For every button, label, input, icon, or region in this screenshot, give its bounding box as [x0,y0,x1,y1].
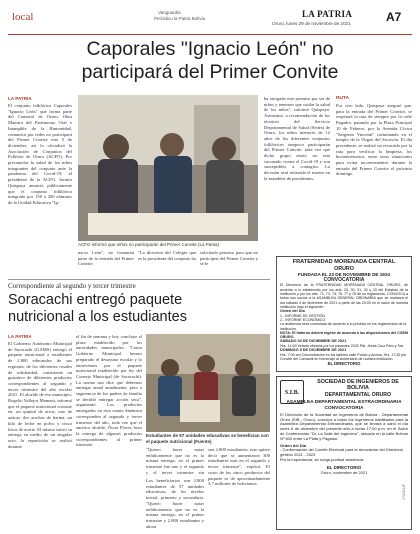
story2-source: LA PATRIA [8,334,32,339]
story2-column-1: El Gobierno Autónomo Municipal de Soracachi (GAMS) entregó el paquete nutricional a estudiantes de 2.800 educandos de sus regiones, de los diferentes rosales de solidaridad, consistente un gustativo de diferentes productos correspondientes al segundo y tercer trimestre del año escolar 2021. El alcalde de ese municipio, Rogelio Vallejos Mamani, informó que el paquete nutricional consiste en: un quintal de arroz, uno de azúcar, dos arrobas de harina, un kilo de leche en polvo y cinco litros de aceite. El mismo inició su entrega en medio de un singular acto, la repartición se realizó durante [8,341,72,449]
tagline: Vanguardia [158,10,181,15]
notice1-date-1: SÁBADO 04 DE DICIEMBRE DE 2021 [280,339,347,344]
side-code: 17215-NF [402,484,406,500]
story2-photo [146,334,270,432]
tagline-2: Periódico la Patria Bolivia [154,16,206,21]
story2-column-4: son 2.800 estudiantes, esto quiere decir que se aumentaron 300 estudiantes más en el segundo y tercer trimestre", explicó. El costo de los cinco productos del paquete es de aproximadamente 3,7 millones de bolivianos. [208,447,270,487]
masthead-rule [8,34,412,35]
notice2-order-2: Por la importancia, se ruega puntual asistencia. [280,456,365,462]
notice1-date-2-detail: Hrs. 7:00 am Concentración en los talleres calle Potosí y Aroma. Hrs. 17:30 pm Convite del Carnaval en homenaje al aniversario de nuestra institución [280,352,407,362]
notice-engineers [276,376,412,530]
story1-continuation-2: "La directora del Colegio que es la presidenta del conjunto ha [138,250,196,261]
story1-headline [8,38,412,84]
notice1-title-3: FUNDADA EL 23 DE NOVIEMBRE DE 1924 [298,271,390,277]
notice1-order-heading: Orden del Día [280,309,305,314]
story2-column-3b: Los beneficiarios son 2.800 estudiantes de 57 unidades educativas, de los niveles inicial, primario y secundaria. "Quiero hacer notar enfáticamente que no es la misma entrega, en el primer trimestre y 2.800 estudiantes y ahora [146,478,204,529]
notice-morenada [276,256,412,372]
notice1-body: El Directorio de la FRATERNIDAD MORENADA CENTRAL ORURO, de acuerdo a lo establecido por los arts. 25, 30, 31, 32 y 33 del Estatuto de la institución y por los arts. 71, 73, 75, 76, 77 y 78 de su reglamento, CONVOCA a todos sus socios a la ASAMBLEA GENERAL ORDINARIA que se realizará el día sábado 4 de diciembre de 2021 a partir de las 20:00 en el salón de nuestra institución bajo el siguiente: [280,283,408,309]
story1-headline-line1: Caporales "Ignacio León" no [86,38,334,60]
brand-logo: LA PATRIA [302,9,353,19]
story-divider [8,279,270,280]
story2-headline [8,292,270,326]
story1-route-heading: RUTA [336,96,349,101]
sib-logo-text: S.I.B. [284,390,300,396]
notice2-signature: EL DIRECTORIO [326,464,362,470]
story2-photo-art [146,334,270,432]
notice2-title-2: BOLIVIA [347,385,369,392]
story1-source: LA PATRIA [8,96,32,101]
story2-headline-line2: nutricional a los estudiantes [8,309,187,325]
story2-kicker: Correspondiente al segundo y tercer trimestre [8,282,136,290]
page-number: A7 [386,10,402,24]
notice2-title-4: ASAMBLEA DEPARTAMENTAL EXTRAORDINARIA [286,400,402,406]
story1-column-4: ha otorgado este permiso por ser de niños y tenemos que cuidar la salud de los niños", informó Quispaya. Asimismo, a recomendación de los técnicos del Servicio Departamental de Salud (Sedes) de Oruro, los niños menores de 12 años de los diferentes conjuntos folklóricos tampoco participarán del Primer Convite, toda vez que dicho grupo etario no está vacunado contra el Covid-19 y son susceptibles a contagios. La decisión será reiterada el martes en la asamblea de presidentes. [264,96,330,181]
notice1-body-2: La asistencia será controlada de acuerdo a lo previsto en los reglamentos de la institución. [280,322,407,331]
story1-column-1: El conjunto folklórico Caporales "Ignacio León" que forma parte del Carnaval de Oruro, Obra Maestra del Patrimonio Oral e Intangible de la Humanidad, comunicó por redes no participará del Primer Convite este 5 de diciembre, así lo oficializó la Asociación de Conjuntos del Folklore de Oruro (ACFO). Por precautelar la salud de los niños integrantes del conjunto ante la pandemia del Covid-19, el presidente de la ACFO, Jacinto Quispaya anunció públicamente que el conjunto folklórico integrado por 150 a 200 alumnos de la Unidad Educativa "Ig- [8,103,72,205]
story1-headline-line2: participará del Primer Convite [81,61,339,83]
story1-column-5: Por otro lado, Quispaya aseguró que, para la entrada del Primer Convite, se respetará la ruta de siempre por la calle Pagador, pasando por la Plaza Principal 10 de Febrero, por la Avenida Cívica "Sargento Vincenti" culminando en el templo de la Virgen del Socavón. El día precedente, se realizó un recorrido por la ruta para verificar la limpieza, los bocaterremotos, entre otras situaciones para evitar inconvenientes durante la entrada del Primer Convite el próximo domingo. [336,103,412,177]
notice1-date-2: DOMINGO 5 DE DICIEMBRE DE 2021 [280,348,347,353]
story1-photo [78,95,258,241]
issue-date: Oruro, lunes 29 de noviembre de 2021 [272,21,351,26]
masthead [8,7,412,33]
notice1-title-2: ORURO [334,265,354,272]
notice2-order-1: - Conformación del Comité Electoral para la renovación del Directorio gestión 2021 - 2023 [280,447,403,457]
sib-logo [280,380,304,404]
story2-column-3: "Quiero hacer notar enfáticamente que no es la misma entrega, en el primer trimestre fue uno y el segundo y el tercer trimestre sin [146,447,204,475]
notice1-signature: EL DIRECTORIO [327,361,361,367]
story1-photo-caption: ACFO informó que niños no participarán del Primer Convite (La Patria) [78,242,220,247]
notice1-date-1-detail: Hrs. 14:00 Velada ofrecida por los pasantes 2020 Pdt. Jesús Cruz Paro y Sra. [280,343,405,348]
notice1-note: NOTA: El fraterno deberá regirse de acuerdo a las disposiciones del COEM ORURO. [280,330,408,340]
story2-headline-line1: Soracachi entregó paquete [8,292,183,308]
notice1-title-1: FRATERNIDAD MORENADA CENTRAL [292,259,396,265]
notice2-title-1: SOCIEDAD DE INGENIEROS DE [317,379,399,385]
notice2-order-heading: Orden del Día [280,443,307,449]
notice1-order-2: 2.- INFORME ECONÓMICO [280,317,326,322]
section-label: local [12,11,34,23]
notice1-title-4: CONVOCATORIA [323,277,365,284]
notice2-body: El Directorio de la Sociedad de Ingenieros de Bolivia - Departamental Oruro (SIB - Oruro), convoca a todos los Ingenieros habilitados para la Asamblea Departamental Extraordinaria, que se llevará a cabo el día lunes 6 de diciembre del presente año a horas 17:00 p.m. en el Salón de Conferencias "Dr. La Salle del Ingeniero", ubicado en la calle Bolívar Nº 600 entre La Plata y Pagador. [280,411,408,442]
notice2-title-3: DEPARTAMENTAL ORURO [324,391,392,398]
notice2-title-5: CONVOCATORIA [324,405,364,411]
story1-photo-art [78,95,258,241]
story2-column-2: el fin de semana y hoy concluye el plazo establecido por los autoridades municipales. "Como Gobierno Municipal hemos preparado el desayuno escolar y lo entrevemos por el paquete nutricional establecido por ley del Consejo Municipal (de Soracachi). La norma nos dice que debemos entregar anual anualmente, pero a sugerencia de los padres de familia se decidió entregar acción seca", argumentó. Los productos entregados en esta cuarta dinámica corresponden al segundo y tercer trimestre del año, toda vez que el anterior alcalde, Óscar Flores, hizo la entrega de algunos productos correspondientes al primer trimestre. [76,334,142,448]
story2-photo-caption: Estudiantes de 57 unidades educativas se benefician con el paquete nutricional (Fuente) [146,433,269,444]
story1-continuation-3: solicitado permiso para que no participen del Primer Convite y se le [200,250,258,267]
notice2-signature-date: Oruro, noviembre de 2021 [320,470,368,476]
story1-continuation-1: nacio León", no formarán parte de la entrada del Primer Convite. [78,250,134,267]
notice1-order-1: 1.- INFORME DE GESTIÓN [280,313,325,318]
